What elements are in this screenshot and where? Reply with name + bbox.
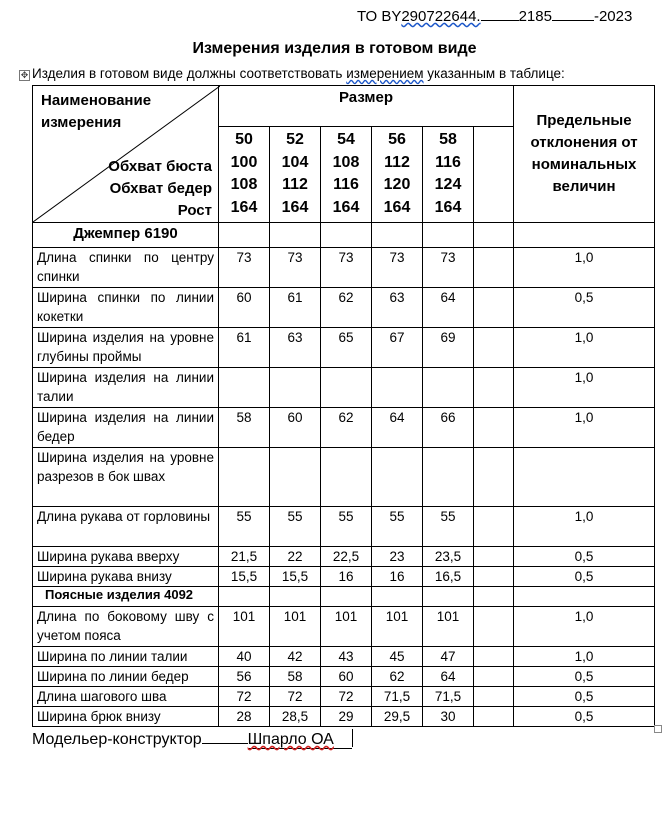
measurement-value: 71,5: [372, 687, 423, 707]
size-value: 164: [230, 198, 258, 216]
measurement-value: [270, 448, 321, 507]
section-title: Джемпер 6190: [33, 223, 219, 248]
measurement-value: 15,5: [270, 567, 321, 587]
measurement-value: [423, 368, 474, 408]
measurement-value: 29,5: [372, 707, 423, 727]
header-key-height: Рост: [177, 202, 212, 219]
measurement-value: 64: [372, 408, 423, 448]
measurement-value: [219, 368, 270, 408]
measurement-name: Ширина брюк внизу: [33, 707, 219, 727]
spare-cell: [474, 248, 514, 288]
measurement-value: 62: [372, 667, 423, 687]
signature-line: [32, 727, 353, 749]
measurement-value: 101: [321, 607, 372, 647]
size-column-header: [321, 127, 372, 223]
measurement-value: 73: [372, 248, 423, 288]
size-value: 58: [439, 131, 457, 148]
size-value: 164: [332, 198, 360, 216]
measurement-name: Ширина изделия на уровне разрезов в бок швах: [33, 448, 219, 507]
size-value: 116: [435, 153, 461, 171]
measurement-value: 62: [321, 288, 372, 328]
intro-before: Изделия в готовом виде должны соответствовать: [32, 66, 347, 81]
spare-cell: [474, 687, 514, 707]
spare-column-cell: [474, 127, 514, 223]
size-value: 164: [383, 198, 411, 216]
measurement-value: 72: [270, 687, 321, 707]
document-title: Измерения изделия в готовом виде: [192, 40, 477, 57]
measurement-value: [321, 448, 372, 507]
header-diagonal-cell: [33, 86, 219, 223]
signature-name: Шпарло ОА: [247, 731, 334, 748]
empty-cell: [474, 587, 514, 607]
table-resize-handle-icon[interactable]: [654, 725, 662, 733]
table-row: [33, 288, 655, 328]
measurement-value: 28: [219, 707, 270, 727]
measurement-value: 16: [321, 567, 372, 587]
size-value: 116: [333, 176, 359, 193]
measurement-value: 29: [321, 707, 372, 727]
table-row: [33, 687, 655, 707]
section-title: Поясные изделия 4092: [33, 587, 219, 607]
tolerance-value: [514, 448, 655, 507]
tolerance-value: 1,0: [514, 368, 655, 408]
measurement-value: 28,5: [270, 707, 321, 727]
measurement-value: 101: [270, 607, 321, 647]
measurement-value: 55: [219, 507, 270, 547]
empty-cell: [514, 587, 655, 607]
measurement-value: 73: [321, 248, 372, 288]
table-row: [33, 328, 655, 368]
spare-cell: [474, 328, 514, 368]
measurement-value: 63: [372, 288, 423, 328]
empty-cell: [372, 587, 423, 607]
table-row: [33, 567, 655, 587]
empty-cell: [219, 587, 270, 607]
size-value: 54: [337, 131, 355, 148]
size-column-header: [423, 127, 474, 223]
size-value: 120: [383, 176, 411, 193]
tolerance-value: 0,5: [514, 547, 655, 567]
signature-blank: [202, 727, 248, 744]
code-blank-2: [552, 6, 594, 21]
measurement-value: 61: [219, 328, 270, 368]
signature-tail: [334, 728, 352, 744]
measurement-name: Ширина спинки по линии кокетки: [33, 288, 219, 328]
measurement-name: Длина спинки по центру спинки: [33, 248, 219, 288]
size-value: 104: [281, 153, 309, 171]
measurement-value: 23,5: [423, 547, 474, 567]
spare-cell: [474, 567, 514, 587]
measurement-value: 72: [219, 687, 270, 707]
size-column-header: [219, 127, 270, 223]
measurement-name: Ширина по линии бедер: [33, 667, 219, 687]
measurement-value: [270, 368, 321, 408]
intro-text: [32, 66, 565, 81]
measurement-value: 42: [270, 647, 321, 667]
table-row: [33, 448, 655, 507]
measurement-value: 55: [270, 507, 321, 547]
size-value: 56: [388, 131, 406, 148]
section-row: [33, 587, 655, 607]
size-value: 124: [434, 176, 462, 193]
measurement-value: 55: [321, 507, 372, 547]
header-size-keys: [108, 156, 212, 222]
measurement-value: 15,5: [219, 567, 270, 587]
empty-cell: [321, 223, 372, 248]
size-value: 50: [235, 131, 253, 148]
measurement-name: Ширина рукава внизу: [33, 567, 219, 587]
measurement-name: Ширина рукава вверху: [33, 547, 219, 567]
measurement-value: 30: [423, 707, 474, 727]
tolerance-value: 0,5: [514, 567, 655, 587]
table-row: [33, 667, 655, 687]
tolerance-value: 1,0: [514, 248, 655, 288]
tolerance-value: 1,0: [514, 507, 655, 547]
measurement-value: 43: [321, 647, 372, 667]
code-year: -2023: [593, 8, 633, 25]
table-row: [33, 707, 655, 727]
tolerance-line: величин: [552, 178, 616, 195]
spare-cell: [474, 288, 514, 328]
header-key-bust: Обхват бюста: [108, 158, 212, 175]
header-name-line: Наименование: [41, 92, 152, 109]
size-value: 112: [282, 176, 308, 193]
measurement-value: 73: [423, 248, 474, 288]
measurement-value: 16: [372, 567, 423, 587]
empty-cell: [270, 223, 321, 248]
table-row: [33, 547, 655, 567]
measurement-value: 23: [372, 547, 423, 567]
measurement-name: Ширина по линии талии: [33, 647, 219, 667]
code-prefix: ТО BY: [357, 8, 402, 25]
measurement-value: 60: [219, 288, 270, 328]
measurement-value: 21,5: [219, 547, 270, 567]
spare-cell: [474, 707, 514, 727]
table-move-handle-icon[interactable]: ✥: [20, 70, 29, 80]
measurement-value: 60: [321, 667, 372, 687]
measurement-value: [372, 368, 423, 408]
measurement-name: Длина рукава от горловины: [33, 507, 219, 547]
measurement-value: 63: [270, 328, 321, 368]
size-column-header: [270, 127, 321, 223]
measurement-name: Ширина изделия на линии бедер: [33, 408, 219, 448]
intro-after: указанным в таблице:: [423, 66, 565, 81]
section-row: [33, 223, 655, 248]
empty-cell: [270, 587, 321, 607]
empty-cell: [423, 223, 474, 248]
text-cursor: [352, 729, 353, 747]
tolerance-value: 0,5: [514, 687, 655, 707]
spare-cell: [474, 507, 514, 547]
measurement-name: Ширина изделия на уровне глубины проймы: [33, 328, 219, 368]
measurement-value: 47: [423, 647, 474, 667]
empty-cell: [474, 223, 514, 248]
measurement-value: 73: [270, 248, 321, 288]
table-row: [33, 368, 655, 408]
document-code: [357, 6, 632, 25]
table-row: [33, 248, 655, 288]
measurement-value: 67: [372, 328, 423, 368]
tolerance-value: 1,0: [514, 328, 655, 368]
spare-cell: [474, 408, 514, 448]
size-value: 164: [281, 198, 309, 216]
spare-cell: [474, 368, 514, 408]
spare-cell: [474, 607, 514, 647]
size-value: 112: [384, 153, 410, 171]
table-row: [33, 507, 655, 547]
measurement-value: 69: [423, 328, 474, 368]
spare-cell: [474, 547, 514, 567]
measurement-value: 101: [423, 607, 474, 647]
table-row: [33, 647, 655, 667]
measurement-value: 58: [219, 408, 270, 448]
measurements-table: [32, 85, 655, 727]
measurement-value: 64: [423, 667, 474, 687]
header-key-hips: Обхват бедер: [109, 180, 212, 197]
tolerance-line: отклонения от: [530, 134, 638, 151]
tolerance-value: 0,5: [514, 707, 655, 727]
measurement-value: 64: [423, 288, 474, 328]
header-tolerance: [514, 86, 655, 223]
header-size: Размер: [219, 86, 514, 127]
tolerance-line: Предельные: [536, 112, 632, 129]
header-name-line: измерения: [41, 114, 122, 131]
measurement-value: 61: [270, 288, 321, 328]
measurement-value: [372, 448, 423, 507]
spare-cell: [474, 667, 514, 687]
measurement-name: Длина шагового шва: [33, 687, 219, 707]
size-value: 100: [230, 153, 258, 171]
intro-underlined: измерением: [346, 66, 424, 81]
measurement-value: 58: [270, 667, 321, 687]
tolerance-value: 0,5: [514, 667, 655, 687]
measurement-name: Ширина изделия на линии талии: [33, 368, 219, 408]
measurement-value: 40: [219, 647, 270, 667]
table-row: [33, 408, 655, 448]
empty-cell: [514, 223, 655, 248]
empty-cell: [423, 587, 474, 607]
measurement-value: 55: [372, 507, 423, 547]
measurement-value: 62: [321, 408, 372, 448]
tolerance-value: 1,0: [514, 607, 655, 647]
measurement-value: 56: [219, 667, 270, 687]
measurement-value: [321, 368, 372, 408]
signature-role: Модельер-конструктор: [32, 731, 202, 748]
measurement-value: 45: [372, 647, 423, 667]
header-measurement-name: [41, 90, 151, 134]
code-blank-1: [481, 6, 519, 21]
measurement-value: [423, 448, 474, 507]
measurement-value: 71,5: [423, 687, 474, 707]
size-value: 164: [434, 198, 462, 216]
measurement-value: 22: [270, 547, 321, 567]
measurement-value: 72: [321, 687, 372, 707]
size-value: 108: [230, 176, 258, 193]
spare-cell: [474, 448, 514, 507]
empty-cell: [372, 223, 423, 248]
empty-cell: [321, 587, 372, 607]
tolerance-value: 1,0: [514, 647, 655, 667]
measurement-value: 22,5: [321, 547, 372, 567]
measurement-value: 65: [321, 328, 372, 368]
table-row: [33, 607, 655, 647]
tolerance-value: 0,5: [514, 288, 655, 328]
measurement-value: [219, 448, 270, 507]
measurement-value: 66: [423, 408, 474, 448]
tolerance-value: 1,0: [514, 408, 655, 448]
size-column-header: [372, 127, 423, 223]
measurement-value: 101: [219, 607, 270, 647]
measurement-value: 60: [270, 408, 321, 448]
measurement-value: 101: [372, 607, 423, 647]
code-number: 290722644.: [401, 8, 481, 25]
size-value: 52: [286, 131, 304, 148]
empty-cell: [219, 223, 270, 248]
measurement-value: 55: [423, 507, 474, 547]
tolerance-line: номинальных: [531, 156, 637, 173]
code-mid: 2185: [518, 8, 552, 25]
size-value: 108: [332, 153, 360, 171]
measurement-value: 73: [219, 248, 270, 288]
measurement-name: Длина по боковому шву с учетом пояса: [33, 607, 219, 647]
spare-cell: [474, 647, 514, 667]
measurement-value: 16,5: [423, 567, 474, 587]
